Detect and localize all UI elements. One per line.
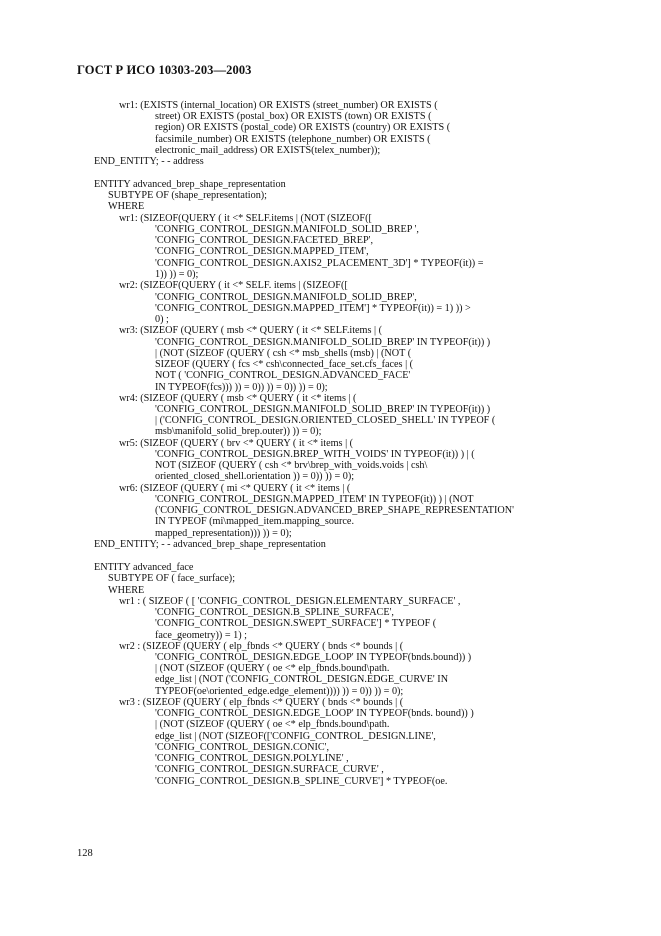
code-line: edge_list | (NOT ('CONFIG_CONTROL_DESIGN.EDGE_CURVE' IN <box>155 674 449 685</box>
code-line: wr4: (SIZEOF (QUERY ( msb <* QUERY ( it <* items | ( <box>119 393 357 404</box>
code-line: wr3 : (SIZEOF (QUERY ( elp_fbnds <* QUERY ( bnds <* bounds | ( <box>119 697 404 708</box>
code-line: 'CONFIG_CONTROL_DESIGN.BREP_WITH_VOIDS' IN TYPEOF(it)) ) | ( <box>155 449 475 460</box>
code-line: 'CONFIG_CONTROL_DESIGN.MAPPED_ITEM'] * TYPEOF(it)) = 1) )) > <box>155 303 471 314</box>
code-line: TYPEOF(oe\oriented_edge.edge_element)))) )) = 0)) )) = 0); <box>155 686 404 697</box>
code-line: SUBTYPE OF (shape_representation); <box>108 190 268 201</box>
code-line: WHERE <box>108 201 145 212</box>
page-header-standard-title: ГОСТ Р ИСО 10303-203—2003 <box>77 63 252 77</box>
code-line: IN TYPEOF (mi\mapped_item.mapping_source. <box>155 516 355 527</box>
code-line: 'CONFIG_CONTROL_DESIGN.SWEPT_SURFACE'] * TYPEOF ( <box>155 618 437 629</box>
code-line: 'CONFIG_CONTROL_DESIGN.FACETED_BREP', <box>155 235 373 246</box>
code-line: facsimile_number) OR EXISTS (telephone_number) OR EXISTS ( <box>155 134 431 145</box>
code-line: SIZEOF (QUERY ( fcs <* csh\connected_face_set.cfs_faces | ( <box>155 359 414 370</box>
code-line: 'CONFIG_CONTROL_DESIGN.B_SPLINE_SURFACE', <box>155 607 394 618</box>
code-line: wr2 : (SIZEOF (QUERY ( elp_fbnds <* QUERY ( bnds <* bounds | ( <box>119 641 404 652</box>
code-line: 'CONFIG_CONTROL_DESIGN.B_SPLINE_CURVE'] * TYPEOF(oe. <box>155 776 448 787</box>
code-line: 1)) )) = 0); <box>155 269 199 280</box>
code-line: 'CONFIG_CONTROL_DESIGN.MANIFOLD_SOLID_BREP', <box>155 292 417 303</box>
code-line: region) OR EXISTS (postal_code) OR EXISTS (country) OR EXISTS ( <box>155 122 451 133</box>
code-line: 'CONFIG_CONTROL_DESIGN.CONIC', <box>155 742 330 753</box>
code-line: wr1: (SIZEOF(QUERY ( it <* SELF.items | (NOT (SIZEOF([ <box>119 213 372 224</box>
code-line: 'CONFIG_CONTROL_DESIGN.AXIS2_PLACEMENT_3D'] * TYPEOF(it)) = <box>155 258 484 269</box>
code-line: wr1 : ( SIZEOF ( [ 'CONFIG_CONTROL_DESIGN.ELEMENTARY_SURFACE' , <box>119 596 461 607</box>
code-line: wr2: (SIZEOF(QUERY ( it <* SELF. items | (SIZEOF([ <box>119 280 348 291</box>
code-line: 'CONFIG_CONTROL_DESIGN.SURFACE_CURVE' , <box>155 764 384 775</box>
code-line: 'CONFIG_CONTROL_DESIGN.MANIFOLD_SOLID_BREP' IN TYPEOF(it)) ) <box>155 337 491 348</box>
code-line: END_ENTITY; - - advanced_brep_shape_representation <box>94 539 326 550</box>
code-line: WHERE <box>108 585 145 596</box>
code-line: ENTITY advanced_brep_shape_representation <box>94 179 286 190</box>
code-line: END_ENTITY; - - address <box>94 156 204 167</box>
code-line: 'CONFIG_CONTROL_DESIGN.MANIFOLD_SOLID_BREP' IN TYPEOF(it)) ) <box>155 404 491 415</box>
code-line: | ('CONFIG_CONTROL_DESIGN.ORIENTED_CLOSED_SHELL' IN TYPEOF ( <box>155 415 496 426</box>
code-line: 'CONFIG_CONTROL_DESIGN.MAPPED_ITEM', <box>155 246 369 257</box>
code-line: wr5: (SIZEOF (QUERY ( brv <* QUERY ( it <* items | ( <box>119 438 354 449</box>
code-line: 'CONFIG_CONTROL_DESIGN.MAPPED_ITEM' IN TYPEOF(it)) ) | (NOT <box>155 494 474 505</box>
code-line: msb\manifold_solid_brep.outer)) )) = 0); <box>155 426 322 437</box>
code-line: electronic_mail_address) OR EXISTS(telex_number)); <box>155 145 381 156</box>
code-line: SUBTYPE OF ( face_surface); <box>108 573 236 584</box>
code-line: face_geometry)) = 1) ; <box>155 630 248 641</box>
code-line: mapped_representation))) )) = 0); <box>155 528 292 539</box>
code-line: 'CONFIG_CONTROL_DESIGN.EDGE_LOOP' IN TYPEOF(bnds. bound)) ) <box>155 708 474 719</box>
code-line: | (NOT (SIZEOF (QUERY ( oe <* elp_fbnds.bound\path. <box>155 663 390 674</box>
code-line: wr3: (SIZEOF (QUERY ( msb <* QUERY ( it <* SELF.items | ( <box>119 325 382 336</box>
code-line: oriented_closed_shell.orientation )) = 0)) )) = 0); <box>155 471 355 482</box>
code-line: 'CONFIG_CONTROL_DESIGN.POLYLINE' , <box>155 753 349 764</box>
code-line: ('CONFIG_CONTROL_DESIGN.ADVANCED_BREP_SHAPE_REPRESENTATION' <box>155 505 514 516</box>
code-line: wr6: (SIZEOF (QUERY ( mi <* QUERY ( it <* items | ( <box>119 483 351 494</box>
code-line: 'CONFIG_CONTROL_DESIGN.EDGE_LOOP' IN TYPEOF(bnds.bound)) ) <box>155 652 472 663</box>
code-line: NOT (SIZEOF (QUERY ( csh <* brv\brep_with_voids.voids | csh\ <box>155 460 428 471</box>
code-line: NOT ( 'CONFIG_CONTROL_DESIGN.ADVANCED_FACE' <box>155 370 411 381</box>
code-line: 0) ; <box>155 314 169 325</box>
code-line: street) OR EXISTS (postal_box) OR EXISTS (town) OR EXISTS ( <box>155 111 432 122</box>
code-line: | (NOT (SIZEOF (QUERY ( oe <* elp_fbnds.bound\path. <box>155 719 390 730</box>
code-line: | (NOT (SIZEOF (QUERY ( csh <* msb_shells (msb) | (NOT ( <box>155 348 412 359</box>
code-line: edge_list | (NOT (SIZEOF(['CONFIG_CONTROL_DESIGN.LINE', <box>155 731 436 742</box>
code-line: IN TYPEOF(fcs))) )) = 0)) )) = 0)) )) = 0); <box>155 382 328 393</box>
code-line: wr1: (EXISTS (internal_location) OR EXISTS (street_number) OR EXISTS ( <box>119 100 438 111</box>
code-line: 'CONFIG_CONTROL_DESIGN.MANIFOLD_SOLID_BREP ', <box>155 224 419 235</box>
code-line: ENTITY advanced_face <box>94 562 194 573</box>
page-number: 128 <box>77 848 93 859</box>
